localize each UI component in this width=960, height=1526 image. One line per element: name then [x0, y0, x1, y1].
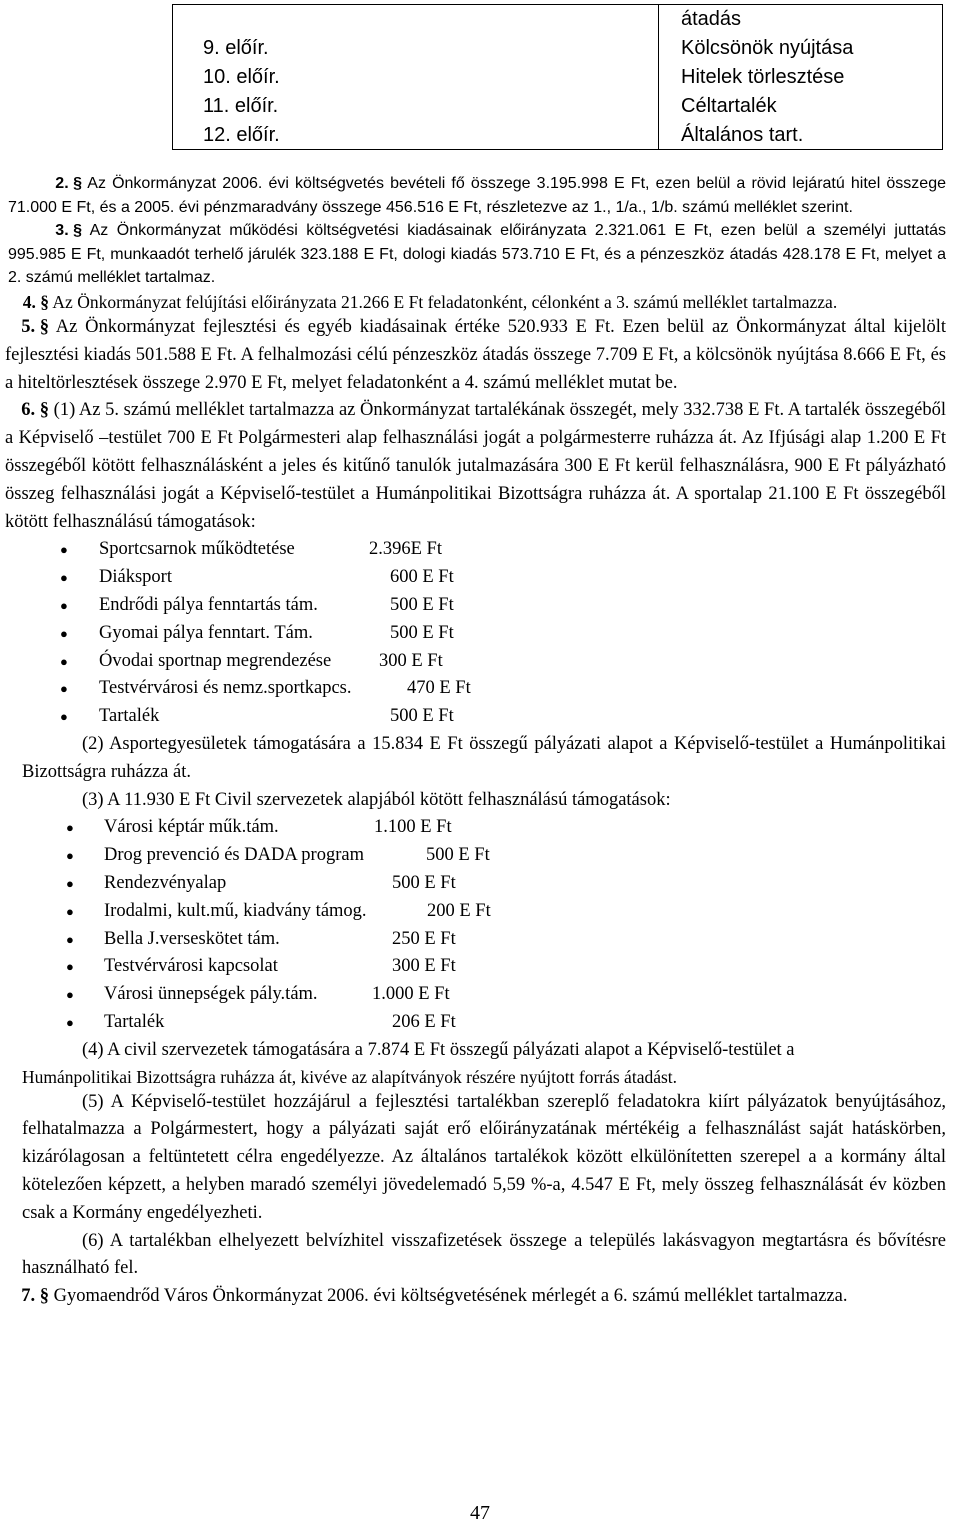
section-6-para-2: (2) Asportegyesületek támogatására a 15.834 E Ft összegű pályázati alapot a Képviselő-testület a Humánpolitikai Bizottságra ruházza át.	[22, 733, 946, 782]
list-item: ● Drog prevenció és DADA program 500 E Ft	[0, 842, 960, 870]
list-item: ● Gyomai pálya fenntart. Tám. 500 E Ft	[0, 620, 960, 648]
section-3: 3. § Az Önkormányzat működési költségvetési kiadásainak előirányzata 2.321.061 E Ft, ezen belül a személyi juttatás 995.985 E Ft, munkaadót terhelő járulék 323.188 E Ft, dologi kiadás 573.710 E Ft, és a pénzeszköz átadás 428.178 E Ft, melyet a 2. számú melléklet tartalmaz.	[8, 222, 947, 286]
section-5: 5. § Az Önkormányzat fejlesztési és egyéb kiadásainak értéke 520.933 E Ft. Ezen belül az Önkormányzat által kijelölt fejlesztési kiadás 501.588 E Ft. A felhalmozási célú pénzeszköz átadás összege 7.709 E Ft, a kölcsönök nyújtása 8.666 E Ft, és a hiteltörlesztések összege 2.970 E Ft, melyet feladatonként a 4. számú melléklet mutat be.	[5, 317, 946, 393]
list-item: ● Városi ünnepségek pály.tám. 1.000 E Ft	[0, 981, 960, 1009]
list-item: ● Tartalék 206 E Ft	[0, 1009, 960, 1037]
table-row: átadás	[173, 5, 943, 34]
page-number: 47	[470, 1502, 490, 1524]
appropriation-table	[172, 4, 943, 150]
section-6-para-1: 6. § (1) Az 5. számú melléklet tartalmazza az Önkormányzat tartalékának összegét, mely 332.738 E Ft. A tartalék összegéből a Képviselő –testület 700 E Ft Polgármesteri alap felhasználási jogát a polgármesterre ruházza át. Az Ifjúsági alap 1.200 E Ft összegéből kötött felhasználásként a jeles és kitűnő tanulók jutalmazására 300 E Ft kerül felhasználásra, 900 E Ft pályázható összeg felhasználási jogát a Képviselő-testület a Humánpolitikai Bizottságra ruházza át. A sportalap 21.100 E Ft összegéből kötött felhasználású támogatások:	[5, 400, 947, 532]
list-item: ● Endrődi pálya fenntartás tám. 500 E Ft	[0, 592, 960, 620]
section-6-para-5: (5) A Képviselő-testület hozzájárul a fejlesztési tartalékban szereplő feladatokra kiírt pályázatok benyújtásához, felhatalmazza a Polgármestert, hogy a pályázati saját erő előirányzatának mértékéig a felhasználást saját hatáskörben, kizárólagosan a feltüntetett célra engedélyezze. Az általános tartalékok között elkülönítetten szerepel a a kormány által kötelezően képzett, a helyben maradó személyi jövedelemadó 5,59 %-a, 4.547 E Ft, mely összeg felhasználását év közben csak a Kormány engedélyezheti.	[22, 1091, 946, 1223]
table-row: 10. előír. Hitelek törlesztése	[173, 63, 943, 92]
civil-support-list	[0, 814, 960, 1036]
list-item: ● Testvérvárosi és nemz.sportkapcs. 470 E Ft	[0, 675, 960, 703]
table-row: 11. előír. Céltartalék	[173, 91, 943, 120]
list-item: ● Irodalmi, kult.mű, kiadvány támog. 200 E Ft	[0, 898, 960, 926]
document-body	[0, 172, 960, 1311]
table-row: 12. előír. Általános tart.	[173, 120, 943, 149]
sport-support-list	[0, 536, 960, 731]
section-4: 4. § Az Önkormányzat felújítási előirányzata 21.266 E Ft feladatonként, célonként a 3. számú melléklet tartalmazza.	[22, 291, 838, 312]
table-row: 9. előír. Kölcsönök nyújtása	[173, 34, 943, 63]
list-item: ● Diáksport 600 E Ft	[0, 564, 960, 592]
list-item: ● Óvodai sportnap megrendezése 300 E Ft	[0, 648, 960, 676]
list-item: ● Testvérvárosi kapcsolat 300 E Ft	[0, 953, 960, 981]
section-2: 2. § Az Önkormányzat 2006. évi költségvetés bevételi fő összege 3.195.998 E Ft, ezen belül a rövid lejáratú hitel összege 71.000 E Ft, és a 2005. évi pénzmaradvány összege 456.516 E Ft, részletezve az 1., 1/a., 1/b. számú melléklet szerint.	[8, 175, 947, 216]
section-6-para-6: (6) A tartalékban elhelyezett belvízhitel visszafizetések összege a település lakásvagyon megtartásra és bővítésre használható fel.	[22, 1230, 946, 1279]
section-6-para-3: (3) A 11.930 E Ft Civil szervezetek alapjából kötött felhasználású támogatások:	[82, 789, 671, 810]
section-6-para-4: (4) A civil szervezetek támogatására a 7.874 E Ft összegű pályázati alapot a Képviselő-testület a	[82, 1039, 795, 1060]
list-item: ● Bella J.verseskötet tám. 250 E Ft	[0, 926, 960, 954]
section-6-para-4-cont: Humánpolitikai Bizottságra ruházza át, kivéve az alapítványok részére nyújtott forrás átadást.	[22, 1066, 678, 1087]
list-item: ● Tartalék 500 E Ft	[0, 703, 960, 731]
list-item: ● Sportcsarnok működtetése 2.396E Ft	[0, 536, 960, 564]
list-item: ● Rendezvényalap 500 E Ft	[0, 870, 960, 898]
list-item: ● Városi képtár műk.tám. 1.100 E Ft	[0, 814, 960, 842]
section-7: 7. § Gyomaendrőd Város Önkormányzat 2006. évi költségvetésének mérlegét a 6. számú melléklet tartalmazza.	[21, 1286, 848, 1307]
